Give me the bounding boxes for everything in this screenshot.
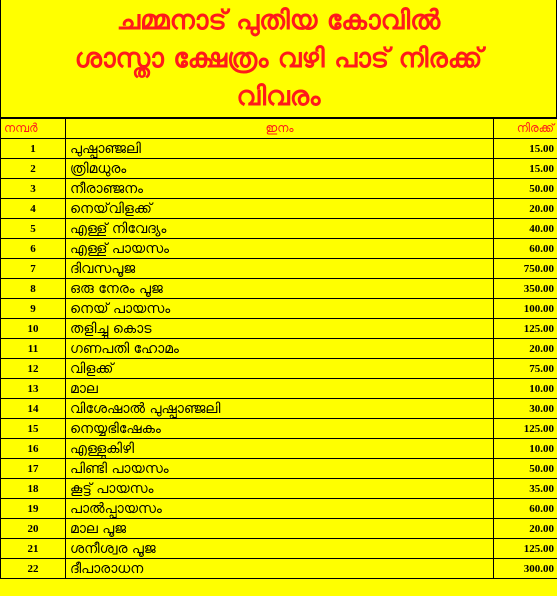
offering-rate: 125.00 bbox=[494, 539, 557, 559]
row-number: 21 bbox=[1, 539, 66, 559]
row-number: 16 bbox=[1, 439, 66, 459]
rate-table bbox=[0, 118, 557, 579]
row-number: 20 bbox=[1, 519, 66, 539]
offering-name: കൂട്ട് പായസം bbox=[66, 479, 494, 499]
offering-rate: 75.00 bbox=[494, 359, 557, 379]
table-row bbox=[1, 319, 557, 339]
row-number: 22 bbox=[1, 559, 66, 579]
column-header-number: നമ്പർ bbox=[1, 119, 66, 139]
table-row bbox=[1, 499, 557, 519]
table-row bbox=[1, 239, 557, 259]
offering-name: വിളക്ക് bbox=[66, 359, 494, 379]
offering-rate: 300.00 bbox=[494, 559, 557, 579]
table-row bbox=[1, 199, 557, 219]
title-line-3: വിവരം bbox=[236, 81, 321, 112]
table-row bbox=[1, 479, 557, 499]
table-row bbox=[1, 459, 557, 479]
offering-rate: 20.00 bbox=[494, 339, 557, 359]
offering-name: നെയ്‌വിളക്ക് bbox=[66, 199, 494, 219]
row-number: 15 bbox=[1, 419, 66, 439]
offering-name: നെയ് പായസം bbox=[66, 299, 494, 319]
offering-name: പിണ്ടി പായസം bbox=[66, 459, 494, 479]
offering-name: പുഷ്പാഞ്ജലി bbox=[66, 139, 494, 159]
row-number: 7 bbox=[1, 259, 66, 279]
offering-rate: 350.00 bbox=[494, 279, 557, 299]
row-number: 1 bbox=[1, 139, 66, 159]
offering-rate: 100.00 bbox=[494, 299, 557, 319]
row-number: 4 bbox=[1, 199, 66, 219]
offering-name: ഒരു നേരം പൂജ bbox=[66, 279, 494, 299]
page-title bbox=[0, 0, 557, 118]
offering-rate: 125.00 bbox=[494, 319, 557, 339]
offering-name: വിശേഷാൽ പുഷ്പാഞ്ജലി bbox=[66, 399, 494, 419]
table-row bbox=[1, 339, 557, 359]
offering-name: ഗണപതി ഹോമം bbox=[66, 339, 494, 359]
table-row bbox=[1, 419, 557, 439]
offering-name: നീരാഞ്ജനം bbox=[66, 179, 494, 199]
row-number: 18 bbox=[1, 479, 66, 499]
offering-name: മാല bbox=[66, 379, 494, 399]
offering-rate: 60.00 bbox=[494, 239, 557, 259]
table-row bbox=[1, 439, 557, 459]
table-row bbox=[1, 159, 557, 179]
offering-rate: 35.00 bbox=[494, 479, 557, 499]
offering-rate: 50.00 bbox=[494, 459, 557, 479]
title-line-2: ശാസ്താ ക്ഷേത്രം വഴി പാട് നിരക്ക് bbox=[74, 43, 483, 74]
offering-rate: 40.00 bbox=[494, 219, 557, 239]
offering-rate: 30.00 bbox=[494, 399, 557, 419]
offering-rate: 10.00 bbox=[494, 439, 557, 459]
row-number: 11 bbox=[1, 339, 66, 359]
offering-rate: 50.00 bbox=[494, 179, 557, 199]
row-number: 5 bbox=[1, 219, 66, 239]
row-number: 14 bbox=[1, 399, 66, 419]
column-header-item: ഇനം bbox=[66, 119, 494, 139]
table-row bbox=[1, 259, 557, 279]
offering-name: എള്ള് നിവേദ്യം bbox=[66, 219, 494, 239]
row-number: 17 bbox=[1, 459, 66, 479]
row-number: 12 bbox=[1, 359, 66, 379]
offering-rate: 125.00 bbox=[494, 419, 557, 439]
table-header-row bbox=[1, 119, 557, 139]
table-row bbox=[1, 559, 557, 579]
offering-rate: 60.00 bbox=[494, 499, 557, 519]
table-row bbox=[1, 379, 557, 399]
table-row bbox=[1, 219, 557, 239]
table-row bbox=[1, 519, 557, 539]
offering-name: ശനീശ്വര പൂജ bbox=[66, 539, 494, 559]
row-number: 19 bbox=[1, 499, 66, 519]
offering-name: മാല പൂജ bbox=[66, 519, 494, 539]
table-row bbox=[1, 279, 557, 299]
row-number: 3 bbox=[1, 179, 66, 199]
table-row bbox=[1, 139, 557, 159]
title-line-1: ചമ്മനാട് പുതിയ കോവിൽ bbox=[116, 5, 441, 36]
table-row bbox=[1, 299, 557, 319]
offering-name: എള്ള് പായസം bbox=[66, 239, 494, 259]
row-number: 6 bbox=[1, 239, 66, 259]
row-number: 2 bbox=[1, 159, 66, 179]
table-row bbox=[1, 179, 557, 199]
row-number: 9 bbox=[1, 299, 66, 319]
row-number: 8 bbox=[1, 279, 66, 299]
offering-rate: 20.00 bbox=[494, 199, 557, 219]
row-number: 13 bbox=[1, 379, 66, 399]
row-number: 10 bbox=[1, 319, 66, 339]
offering-name: തളിച്ചു കൊട bbox=[66, 319, 494, 339]
offering-name: എള്ളുകിഴി bbox=[66, 439, 494, 459]
offering-name: നെയ്യഭിഷേകം bbox=[66, 419, 494, 439]
offering-name: പാൽപ്പായസം bbox=[66, 499, 494, 519]
offering-rate: 10.00 bbox=[494, 379, 557, 399]
offering-rate: 15.00 bbox=[494, 159, 557, 179]
offering-rate: 15.00 bbox=[494, 139, 557, 159]
offering-name: ദീപാരാധന bbox=[66, 559, 494, 579]
offering-rate: 20.00 bbox=[494, 519, 557, 539]
table-row bbox=[1, 359, 557, 379]
table-row bbox=[1, 399, 557, 419]
offering-rate: 750.00 bbox=[494, 259, 557, 279]
column-header-rate: നിരക്ക് bbox=[494, 119, 557, 139]
table-row bbox=[1, 539, 557, 559]
offering-name: ദിവസപൂജ bbox=[66, 259, 494, 279]
offering-name: ത്രിമധുരം bbox=[66, 159, 494, 179]
